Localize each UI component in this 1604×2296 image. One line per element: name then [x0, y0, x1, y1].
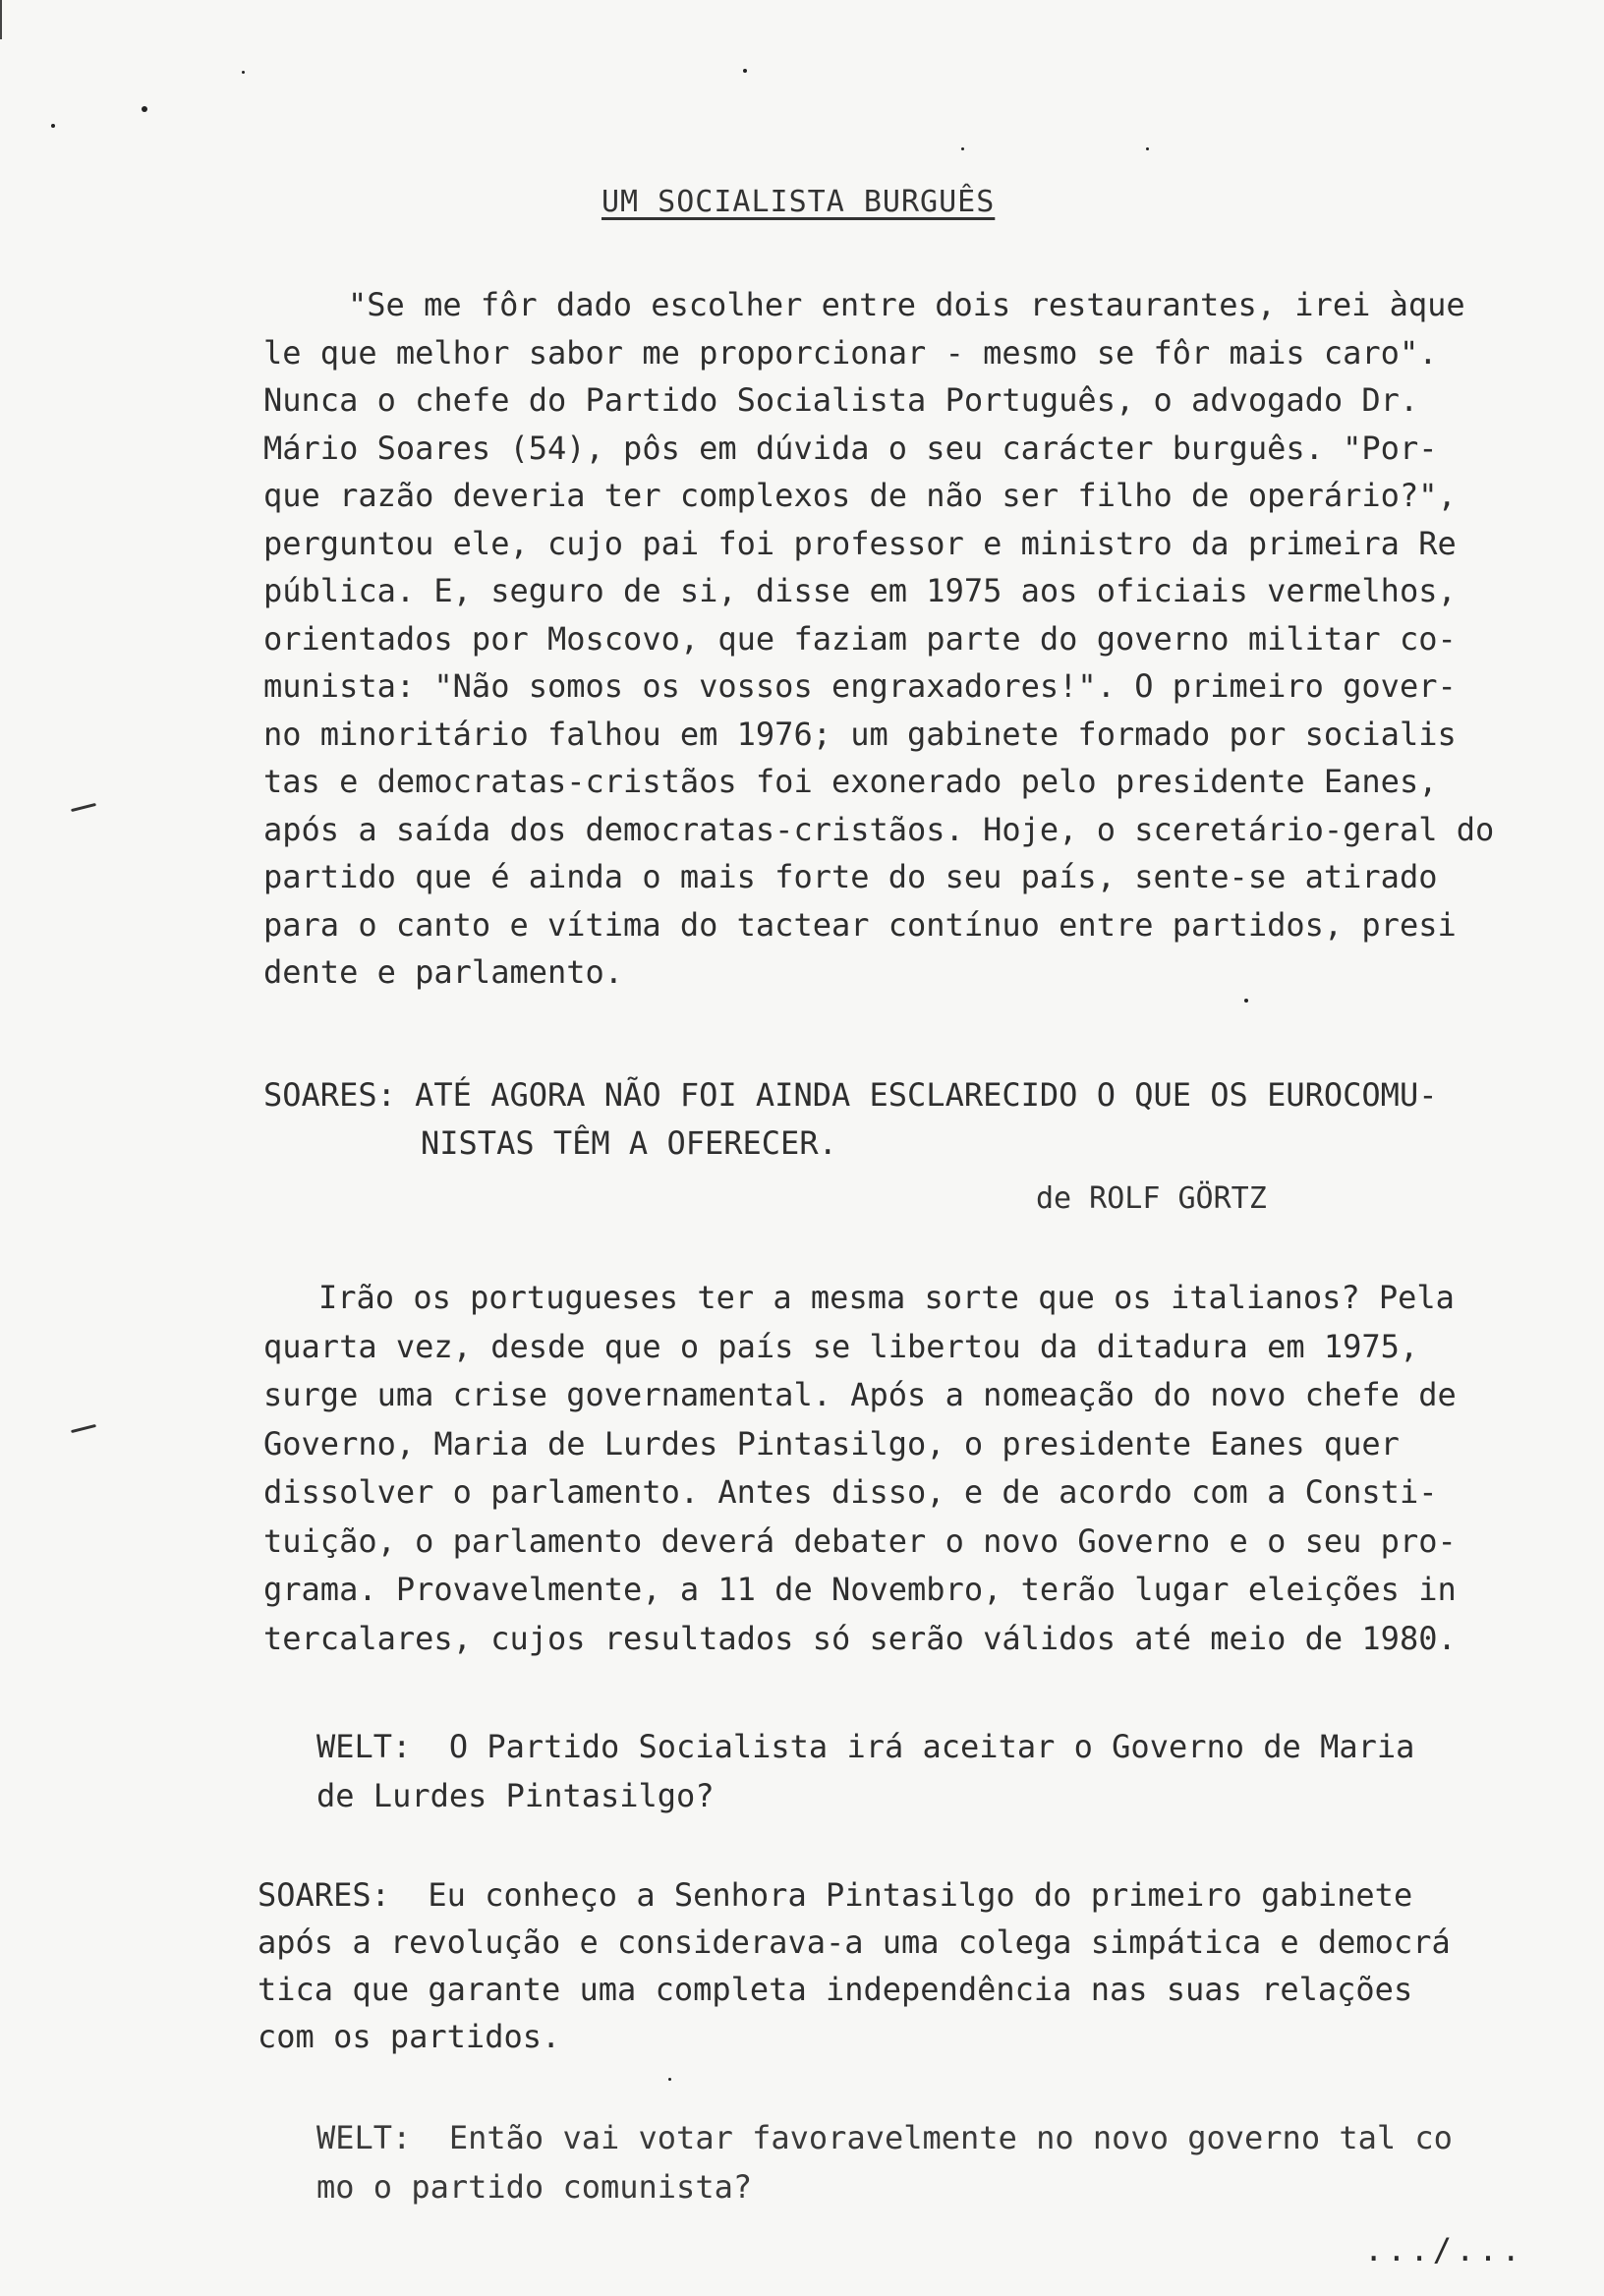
text-line: munista: "Não somos os vossos engraxadores!". O primeiro gover- [263, 667, 1457, 705]
scan-speck [1146, 147, 1149, 150]
text-line: Mário Soares (54), pôs em dúvida o seu carácter burguês. "Por- [263, 429, 1438, 467]
text-line: para o canto e vítima do tactear contínuo entre partidos, presi [263, 905, 1457, 944]
document-title: UM SOCIALISTA BURGUÊS [602, 185, 996, 219]
scan-speck [51, 124, 55, 128]
scan-speck [961, 147, 964, 150]
body-paragraph [263, 1274, 1457, 1663]
interview-question [316, 1722, 1414, 1820]
text-line: WELT: Então vai votar favoravelmente no novo governo tal co [316, 2119, 1453, 2156]
scan-edge-mark [0, 0, 2, 39]
continuation-mark: .../... [1364, 2231, 1524, 2268]
text-line: le que melhor sabor me proporcionar - mesmo se fôr mais caro". [263, 333, 1438, 372]
text-line: tica que garante uma completa independência nas suas relações [258, 1971, 1413, 2008]
intro-paragraph [263, 281, 1494, 997]
scan-speck [242, 71, 245, 74]
text-line: NISTAS TÊM A OFERECER. [421, 1123, 837, 1162]
author-byline: de ROLF GÖRTZ [1036, 1181, 1267, 1216]
text-line: SOARES: ATÉ AGORA NÃO FOI AINDA ESCLARECIDO O QUE OS EUROCOMU- [263, 1076, 1438, 1114]
interview-question [316, 2113, 1453, 2211]
text-line: SOARES: Eu conheço a Senhora Pintasilgo do primeiro gabinete [258, 1876, 1413, 1914]
scan-speck [743, 69, 747, 73]
text-line: mo o partido comunista? [316, 2168, 753, 2206]
text-line: tercalares, cujos resultados só serão válidos até meio de 1980. [263, 1619, 1457, 1657]
text-line: com os partidos. [258, 2018, 561, 2055]
text-line: no minoritário falhou em 1976; um gabinete formado por socialis [263, 715, 1457, 753]
text-line: após a saída dos democratas-cristãos. Hoje, o sceretário-geral do [263, 810, 1495, 848]
text-line: Nunca o chefe do Partido Socialista Português, o advogado Dr. [263, 381, 1419, 419]
text-line: grama. Provavelmente, a 11 de Novembro, terão lugar eleições in [263, 1571, 1457, 1608]
text-line: dissolver o parlamento. Antes disso, e de acordo com a Consti- [263, 1473, 1438, 1511]
scan-speck [142, 106, 147, 112]
headline-quote [263, 1071, 1437, 1167]
text-line: após a revolução e considerava-a uma colega simpática e democrá [258, 1923, 1451, 1961]
text-line: "Se me fôr dado escolher entre dois restaurantes, irei àque [348, 286, 1465, 323]
text-line: tuição, o parlamento deverá debater o novo Governo e o seu pro- [263, 1521, 1457, 1560]
text-line: orientados por Moscovo, que faziam parte do governo militar co- [263, 619, 1457, 658]
text-line: pública. E, seguro de si, disse em 1975 aos oficiais vermelhos, [263, 572, 1457, 609]
margin-mark [71, 803, 96, 812]
text-line: de Lurdes Pintasilgo? [316, 1777, 715, 1814]
text-line: partido que é ainda o mais forte do seu país, sente-se atirado [263, 858, 1438, 895]
text-line: Governo, Maria de Lurdes Pintasilgo, o presidente Eanes quer [263, 1424, 1400, 1463]
scan-speck [1244, 999, 1248, 1003]
text-line: surge uma crise governamental. Após a nomeação do novo chefe de [263, 1376, 1457, 1413]
text-line: dente e parlamento. [263, 953, 624, 991]
text-line: tas e democratas-cristãos foi exonerado pelo presidente Eanes, [263, 763, 1438, 800]
interview-answer [258, 1871, 1451, 2060]
scan-speck [668, 2078, 671, 2081]
text-line: WELT: O Partido Socialista irá aceitar o Governo de Maria [316, 1728, 1415, 1765]
margin-mark [71, 1424, 96, 1433]
text-line: perguntou ele, cujo pai foi professor e ministro da primeira Re [263, 524, 1457, 562]
text-line: que razão deveria ter complexos de não ser filho de operário?", [263, 477, 1457, 514]
text-line: quarta vez, desde que o país se libertou da ditadura em 1975, [263, 1327, 1419, 1365]
text-line: Irão os portugueses ter a mesma sorte que os italianos? Pela [318, 1279, 1455, 1316]
